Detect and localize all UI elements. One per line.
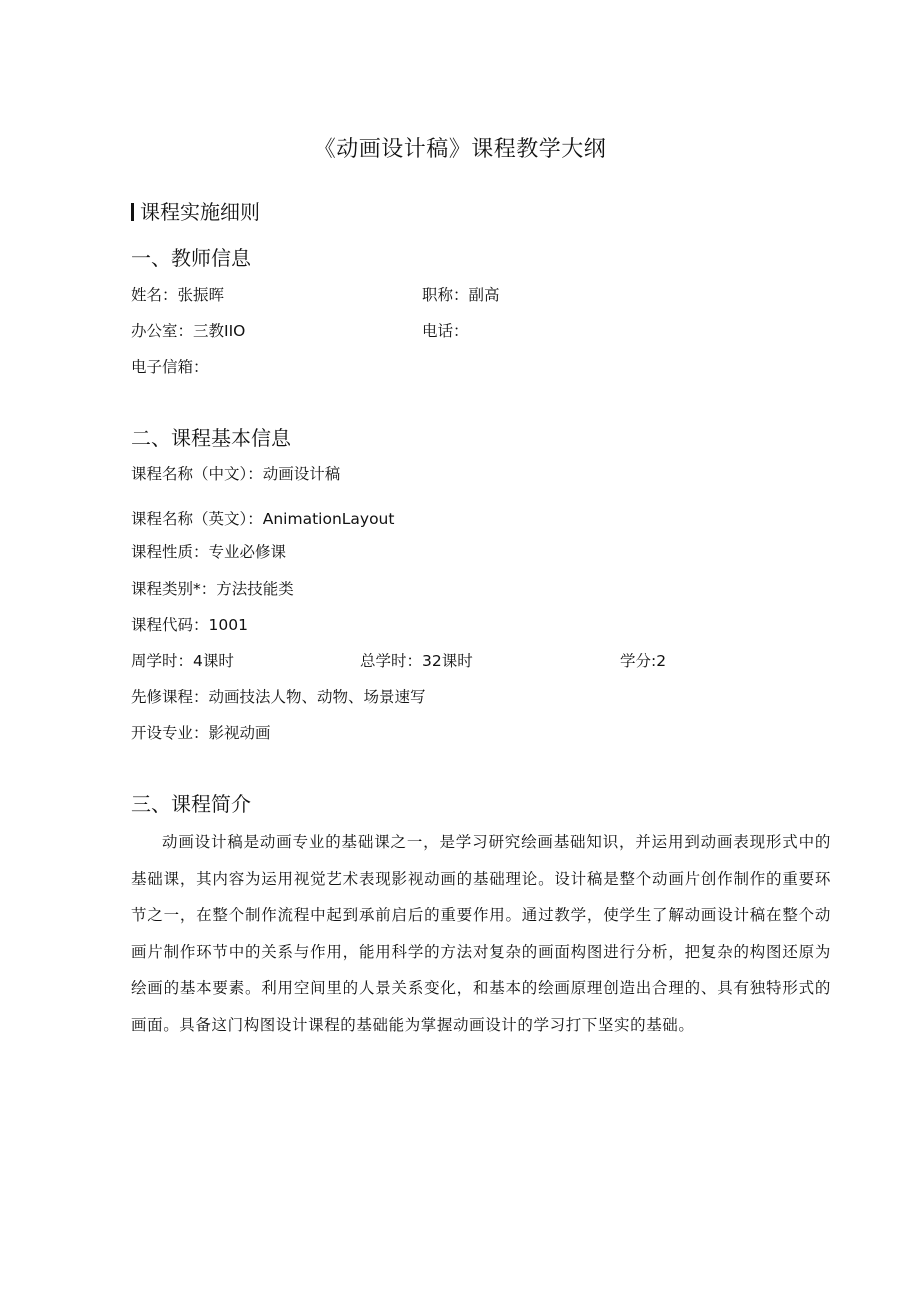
course-intro-heading: 三、课程简介: [131, 792, 251, 816]
course-category: 课程类别*：方法技能类: [131, 580, 294, 598]
teacher-phone: 电话：: [422, 322, 469, 340]
course-name-cn: 课程名称（中文）：动画设计稿: [131, 465, 341, 483]
course-total-hours: 总学时：32课时: [360, 652, 473, 670]
teacher-info-heading: 一、教师信息: [131, 246, 251, 270]
course-nature: 课程性质：专业必修课: [131, 543, 287, 561]
teacher-email: 电子信箱：: [131, 358, 209, 376]
heading-bar-marker: [131, 203, 134, 221]
teacher-rank: 职称：副高: [422, 286, 500, 304]
course-prerequisite: 先修课程：动画技法人物、动物、场景速写: [131, 688, 426, 706]
teacher-office: 办公室：三教IIO: [131, 322, 246, 340]
course-code: 课程代码：1001: [131, 616, 248, 634]
course-major: 开设专业：影视动画: [131, 724, 271, 742]
course-intro-paragraph: 动画设计稿是动画专业的基础课之一，是学习研究绘画基础知识，并运用到动画表现形式中的基础课，其内容为运用视觉艺术表现影视动画的基础理论。设计稿是整个动画片创作制作的重要环节之一，在整个制作流程中起到承前启后的重要作用。通过教学，使学生了解动画设计稿在整个动画片制作环节中的关系与作用，能用科学的方法对复杂的画面构图进行分析，把复杂的构图还原为绘画的基本要素。利用空间里的人景关系变化，和基本的绘画原理创造出合理的、具有独特形式的画面。具备这门构图设计课程的基础能为掌握动画设计的学习打下坚实的基础。: [131, 833, 831, 1034]
course-info-heading: 二、课程基本信息: [131, 426, 291, 450]
section-heading-implementation: [131, 196, 260, 225]
course-name-en: 课程名称（英文）：AnimationLayout: [131, 510, 395, 528]
course-credits: 学分:2: [620, 652, 667, 670]
section-heading-text: 课程实施细则: [140, 200, 260, 224]
document-title: 《动画设计稿》课程教学大纲: [313, 137, 607, 162]
teacher-name: 姓名：张振晖: [131, 286, 225, 304]
course-weekly-hours: 周学时：4课时: [131, 652, 234, 670]
